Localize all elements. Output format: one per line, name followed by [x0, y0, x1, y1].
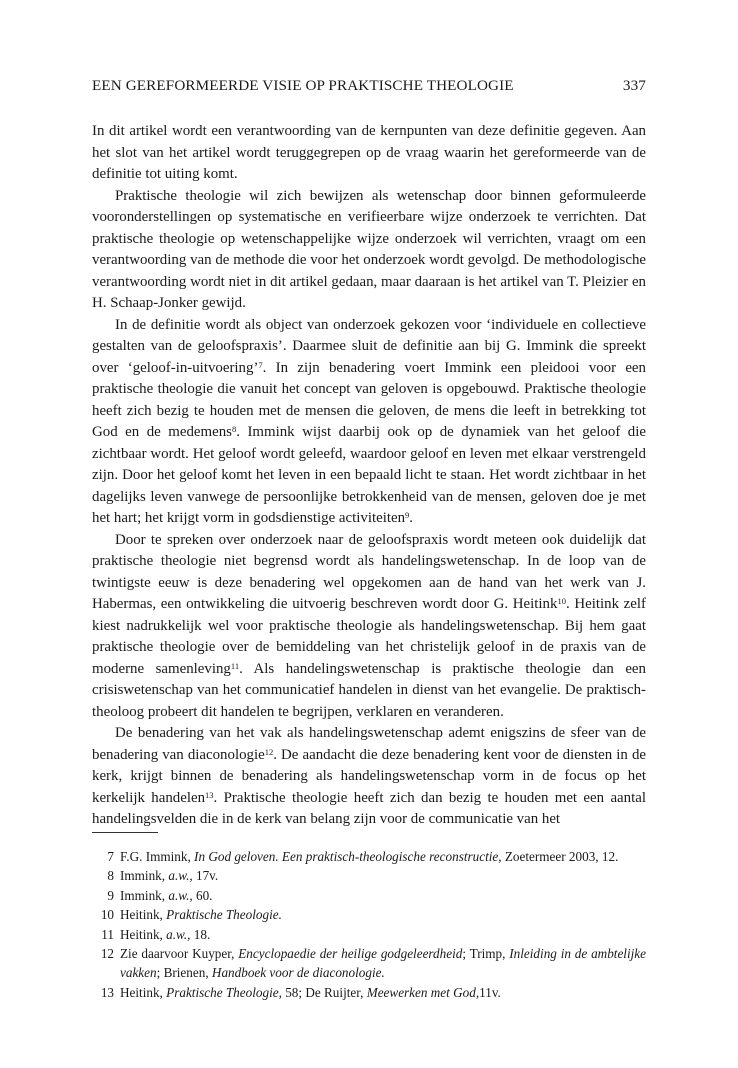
body-text — [92, 121, 646, 831]
footnote-9: 9 Immink, a.w., 60. — [107, 887, 213, 903]
footnote-ref-9: 9 — [405, 510, 410, 520]
footnote-11: 11 Heitink, a.w., 18. — [101, 926, 211, 942]
footnote-ref-12: 12 — [264, 746, 274, 757]
paragraph-2: Praktische theologie wil zich bewijzen als wetenschap door binnen geformuleerde vooronderstellingen op systematische en verifieerbare wijze onderzoek te verrichten. Dat praktische theologie op wetenschappelijke wijze onderzoek wil verrichten, vraagt om een verantwoording van de methode die voor het onderzoek wordt gevolgd. De methodologische verantwoording wordt niet in dit artikel gedaan, maar daaraan is het artikel van T. Pleizier en H. Schaap-Jonker gewijd. — [92, 187, 646, 311]
footnotes — [92, 847, 646, 1002]
page-number: 337 — [622, 77, 646, 94]
running-title: EEN GEREFORMEERDE VISIE OP PRAKTISCHE THEOLOGIE — [92, 77, 514, 94]
footnote-ref-8: 8 — [231, 424, 237, 434]
paragraph-3: In de definitie wordt als object van onderzoek gekozen voor ‘individuele en collectieve gestalten van de geloofspraxis’. Daarmee sluit de definitie aan bij G. Immink die spreekt over ‘geloof-in-uitvoering’$^7$. In zijn benadering voert Immink een pleidooi voor een praktische theologie die vanuit het concept van geloven is opgebouwd. Praktische theologie heeft zich bezig te houden met de mensen die geloven, de mens die leeft in betrekking tot God en de medemens$^8$. Immink wijst daarbij ook op de dynamiek van het geloof die zichtbaar wordt. Het geloof wordt geleefd, waardoor geloof en leven met elkaar verstrengeld zijn. Door het geloof komt het leven in een bepaald licht te staan. Het wordt zichtbaar in het dagelijks leven vanwege de persoonlijke betrokkenheid van de mensen, geloven doe je met het hart; het krijgt vorm in godsdienstige activiteiten$^9$. — [92, 316, 646, 526]
footnote-ref-11: 11 — [230, 660, 240, 671]
footnote-12: 12 Zie daarvoor Kuyper, Encyclopaedie der heilige godgeleerdheid; Trimp, Inleiding in de ambtelijke vakken; Brienen, Handboek voor de diaconologie. — [100, 946, 646, 981]
paragraph-5: De benadering van het vak als handelingswetenschap ademt enigszins de sfeer van de benadering van diaconologie$^{12}$. De aandacht die deze benadering kent voor de diensten in de kerk, krijgt binnen de benadering als handelingswetenschap vorm in de focus op het kerkelijk handelen$^{13}$. Praktische theologie heeft zich dan bezig te houden met een aantal handelingsvelden die in de kerk van belang zijn voor de communicatie van het — [92, 725, 646, 827]
footnote-ref-13: 13 — [205, 789, 214, 800]
footnote-13: 13 Heitink, Praktische Theologie, 58; De Ruijter, Meewerken met God,11v. — [100, 984, 501, 1000]
paragraph-1: In dit artikel wordt een verantwoording van de kernpunten van deze definitie gegeven. Aan het slot van het artikel wordt teruggegrepen op de vraag waarin het gereformeerde van de definitie tot uiting komt. — [92, 123, 646, 182]
footnote-divider — [92, 832, 158, 833]
footnote-ref-10: 10 — [557, 596, 566, 606]
footnote-ref-7: 7 — [258, 359, 263, 370]
footnote-7: 7 F.G. Immink, In God geloven. Een praktisch-theologische reconstructie, Zoetermeer 2003, 12. — [107, 849, 619, 864]
footnote-10: 10 Heitink, Praktische Theologie. — [100, 907, 282, 923]
footnote-8: 8 Immink, a.w., 17v. — [107, 868, 219, 884]
paragraph-4: Door te spreken over onderzoek naar de geloofspraxis wordt meteen ook duidelijk dat praktische theologie niet begrensd wordt als handelingswetenschap. In de loop van de twintigste eeuw is deze benadering wel opgekomen aan de hand van het werk van J. Habermas, een ontwikkeling die uitvoerig beschreven wordt door G. Heitink$^{10}$. Heitink zelf kiest nadrukkelijk wel voor praktische theologie als handelingswetenschap. Bij hem gaat praktische theologie over de bemiddeling van het christelijk geloof in de praxis van de moderne samenleving$^{11}$. Als handelingswetenschap is praktische theologie dan een crisiswetenschap van het communicatief handelen in dienst van het evangelie. De praktisch-theoloog probeert dit handelen te begrijpen, verklaren en veranderen. — [92, 531, 646, 720]
